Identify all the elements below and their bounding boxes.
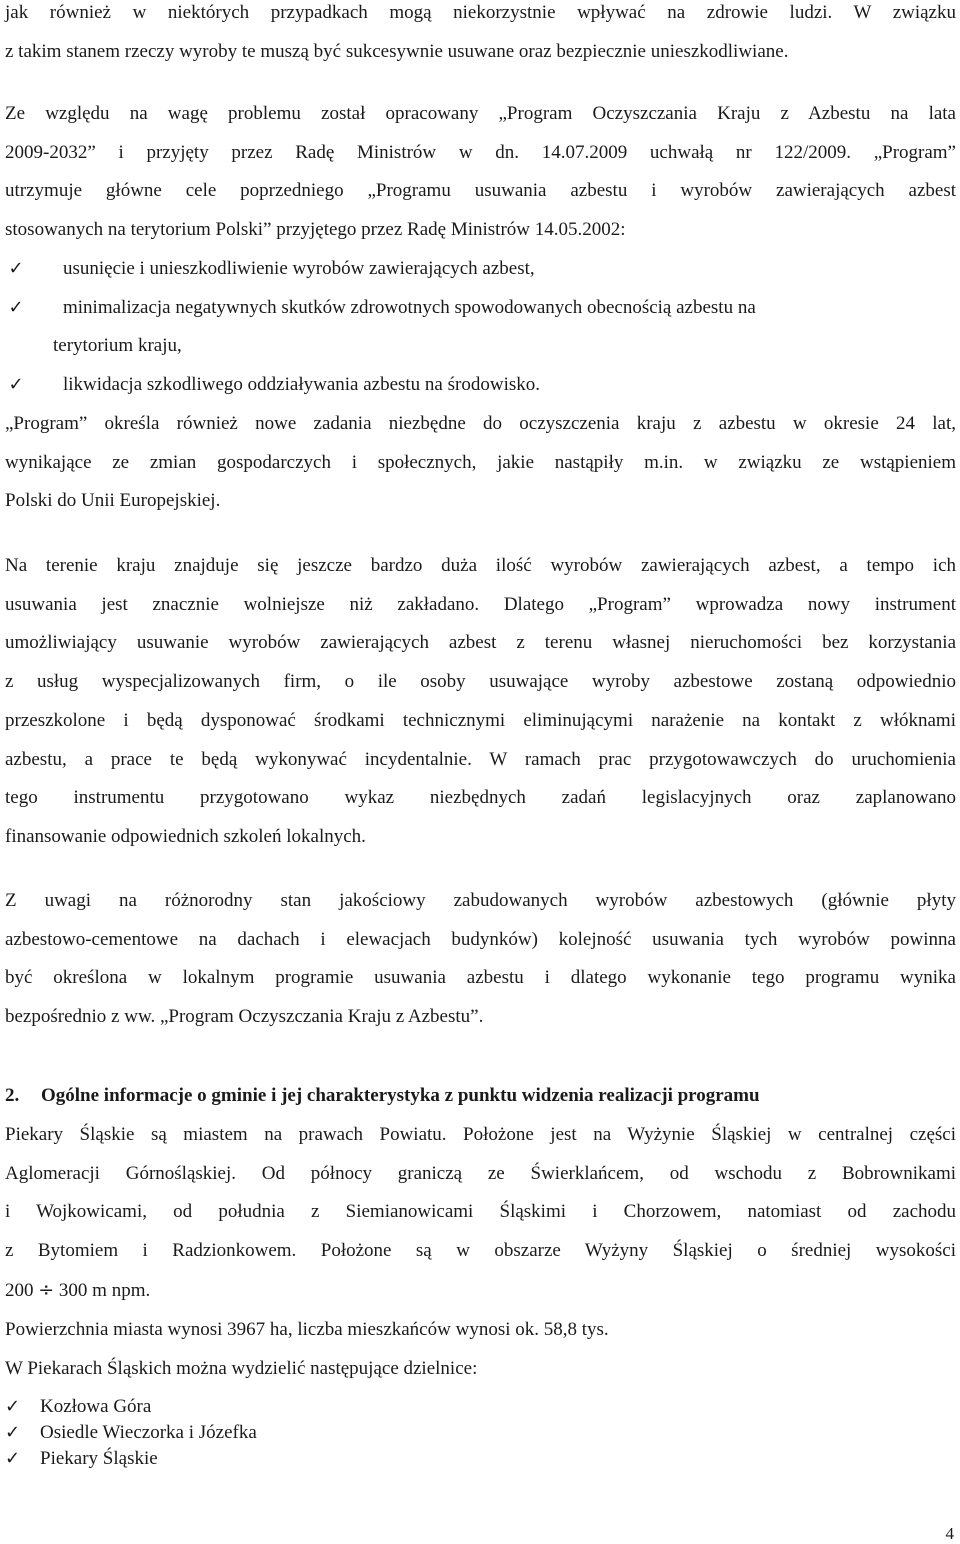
- elevation-high: 300 m npm.: [58, 1279, 151, 1301]
- text-line: Ze względu na wagę problemu został opracowany „Program Oczyszczania Kraju z Azbestu na lata: [5, 103, 956, 124]
- list-item-text: usunięcie i unieszkodliwienie wyrobów zawierających azbest,: [63, 258, 535, 279]
- range-symbol: ÷: [38, 1278, 55, 1301]
- districts-list: [5, 1394, 257, 1472]
- district-name: Kozłowa Góra: [40, 1396, 152, 1417]
- list-item: [5, 1394, 257, 1420]
- list-item: [5, 1446, 257, 1472]
- text-line: Aglomeracji Górnośląskiej. Od północy graniczą ze Świerklańcem, od wschodu z Bobrownikami: [5, 1162, 956, 1184]
- section-title: Ogólne informacje o gminie i jej charakterystyka z punktu widzenia realizacji programu: [41, 1085, 760, 1106]
- list-item-text: likwidacja szkodliwego oddziaływania azbestu na środowisko.: [63, 374, 540, 396]
- text-line: finansowanie odpowiednich szkoleń lokalnych.: [5, 825, 366, 847]
- text-line: azbestu, a prace te będą wykonywać incydentalnie. W ramach prac przygotowawczych do uruchomienia: [5, 748, 956, 770]
- district-name: Osiedle Wieczorka i Józefka: [40, 1422, 257, 1443]
- checkmark-icon: ✓: [8, 374, 24, 396]
- paragraph-intro: [5, 0, 956, 71]
- district-name: Piekary Śląskie: [40, 1448, 158, 1469]
- text-line: tego instrumentu przygotowano wykaz niezbędnych zadań legislacyjnych oraz zaplanowano: [5, 787, 956, 809]
- text-line: Na terenie kraju znajduje się jeszcze bardzo duża ilość wyrobów zawierających azbest, a tempo ich: [5, 555, 956, 576]
- checkmark-icon: ✓: [5, 1396, 21, 1417]
- text-line: stosowanych na terytorium Polski” przyjętego przez Radę Ministrów 14.05.2002:: [5, 219, 626, 241]
- paragraph-program: [5, 95, 956, 250]
- list-item: [5, 250, 956, 289]
- text-line: umożliwiający usuwanie wyrobów zawierających azbest z terenu własnej nieruchomości bez korzystania: [5, 632, 956, 654]
- paragraph-removal-order: [5, 882, 956, 1037]
- text-line: 2009-2032” i przyjęty przez Radę Ministrów w dn. 14.07.2009 uchwałą nr 122/2009. „Program”: [5, 141, 956, 163]
- text-line: Powierzchnia miasta wynosi 3967 ha, liczba mieszkańców wynosi ok. 58,8 tys.: [5, 1319, 609, 1340]
- elevation-low: 200: [5, 1279, 34, 1301]
- checkmark-icon: ✓: [5, 1422, 21, 1443]
- text-line: z usług wyspecjalizowanych firm, o ile osoby usuwające wyroby azbestowe zostaną odpowiednio: [5, 671, 956, 693]
- page-number: 4: [945, 1524, 954, 1543]
- list-item: [5, 1420, 257, 1446]
- text-line: i Wojkowicami, od południa z Siemianowicami Śląskimi i Chorzowem, natomiast od zachodu: [5, 1201, 956, 1223]
- paragraph-municipality: [5, 1116, 956, 1311]
- text-line: Polski do Unii Europejskiej.: [5, 490, 221, 512]
- list-item-continuation: terytorium kraju,: [53, 335, 182, 357]
- text-line: jak również w niektórych przypadkach mogą niekorzystnie wpływać na zdrowie ludzi. W związku: [5, 2, 956, 23]
- checkmark-icon: ✓: [5, 1448, 21, 1469]
- text-line: utrzymuje główne cele poprzedniego „Programu usuwania azbestu i wyrobów zawierających azbest: [5, 180, 956, 202]
- list-item: [5, 366, 956, 405]
- paragraph-new-tasks: [5, 405, 956, 521]
- text-line: Piekary Śląskie są miastem na prawach Powiatu. Położone jest na Wyżynie Śląskiej w centralnej części: [5, 1124, 956, 1145]
- checkmark-icon: ✓: [8, 258, 24, 279]
- text-line: z takim stanem rzeczy wyroby te muszą być sukcesywnie usuwane oraz bezpiecznie unieszkodliwiane.: [5, 40, 789, 62]
- list-item: [5, 289, 956, 366]
- paragraph-area: [5, 1311, 956, 1350]
- program-goals-list: [5, 250, 956, 405]
- checkmark-icon: ✓: [8, 296, 24, 318]
- text-line: być określona w lokalnym programie usuwania azbestu i dlatego wykonanie tego programu wynika: [5, 967, 956, 989]
- text-line: Z uwagi na różnorodny stan jakościowy zabudowanych wyrobów azbestowych (głównie płyty: [5, 890, 956, 911]
- text-line: przeszkolone i będą dysponować środkami technicznymi eliminującymi narażenie na kontakt z włóknami: [5, 709, 956, 731]
- text-line: z Bytomiem i Radzionkowem. Położone są w obszarze Wyżyny Śląskiej o średniej wysokości: [5, 1240, 956, 1262]
- paragraph-districts-intro: [5, 1350, 956, 1389]
- text-line: wynikające ze zmian gospodarczych i społecznych, jakie nastąpiły m.in. w związku ze wstąpieniem: [5, 451, 956, 473]
- text-line: „Program” określa również nowe zadania niezbędne do oczyszczenia kraju z azbestu w okresie 24 lat,: [5, 413, 956, 434]
- text-line: [5, 1271, 956, 1311]
- section-number: 2.: [5, 1085, 20, 1106]
- section-heading: [5, 1078, 760, 1114]
- text-line: azbestowo-cementowe na dachach i elewacjach budynków) kolejność usuwania tych wyrobów powinna: [5, 928, 956, 950]
- paragraph-new-instrument: [5, 547, 956, 857]
- text-line: usuwania jest znacznie wolniejsze niż zakładano. Dlatego „Program” wprowadza nowy instrument: [5, 593, 956, 615]
- text-line: bezpośrednio z ww. „Program Oczyszczania Kraju z Azbestu”.: [5, 1006, 484, 1028]
- text-line: W Piekarach Śląskich można wydzielić następujące dzielnice:: [5, 1358, 478, 1379]
- list-item-text: minimalizacja negatywnych skutków zdrowotnych spowodowanych obecnością azbestu na: [63, 296, 756, 318]
